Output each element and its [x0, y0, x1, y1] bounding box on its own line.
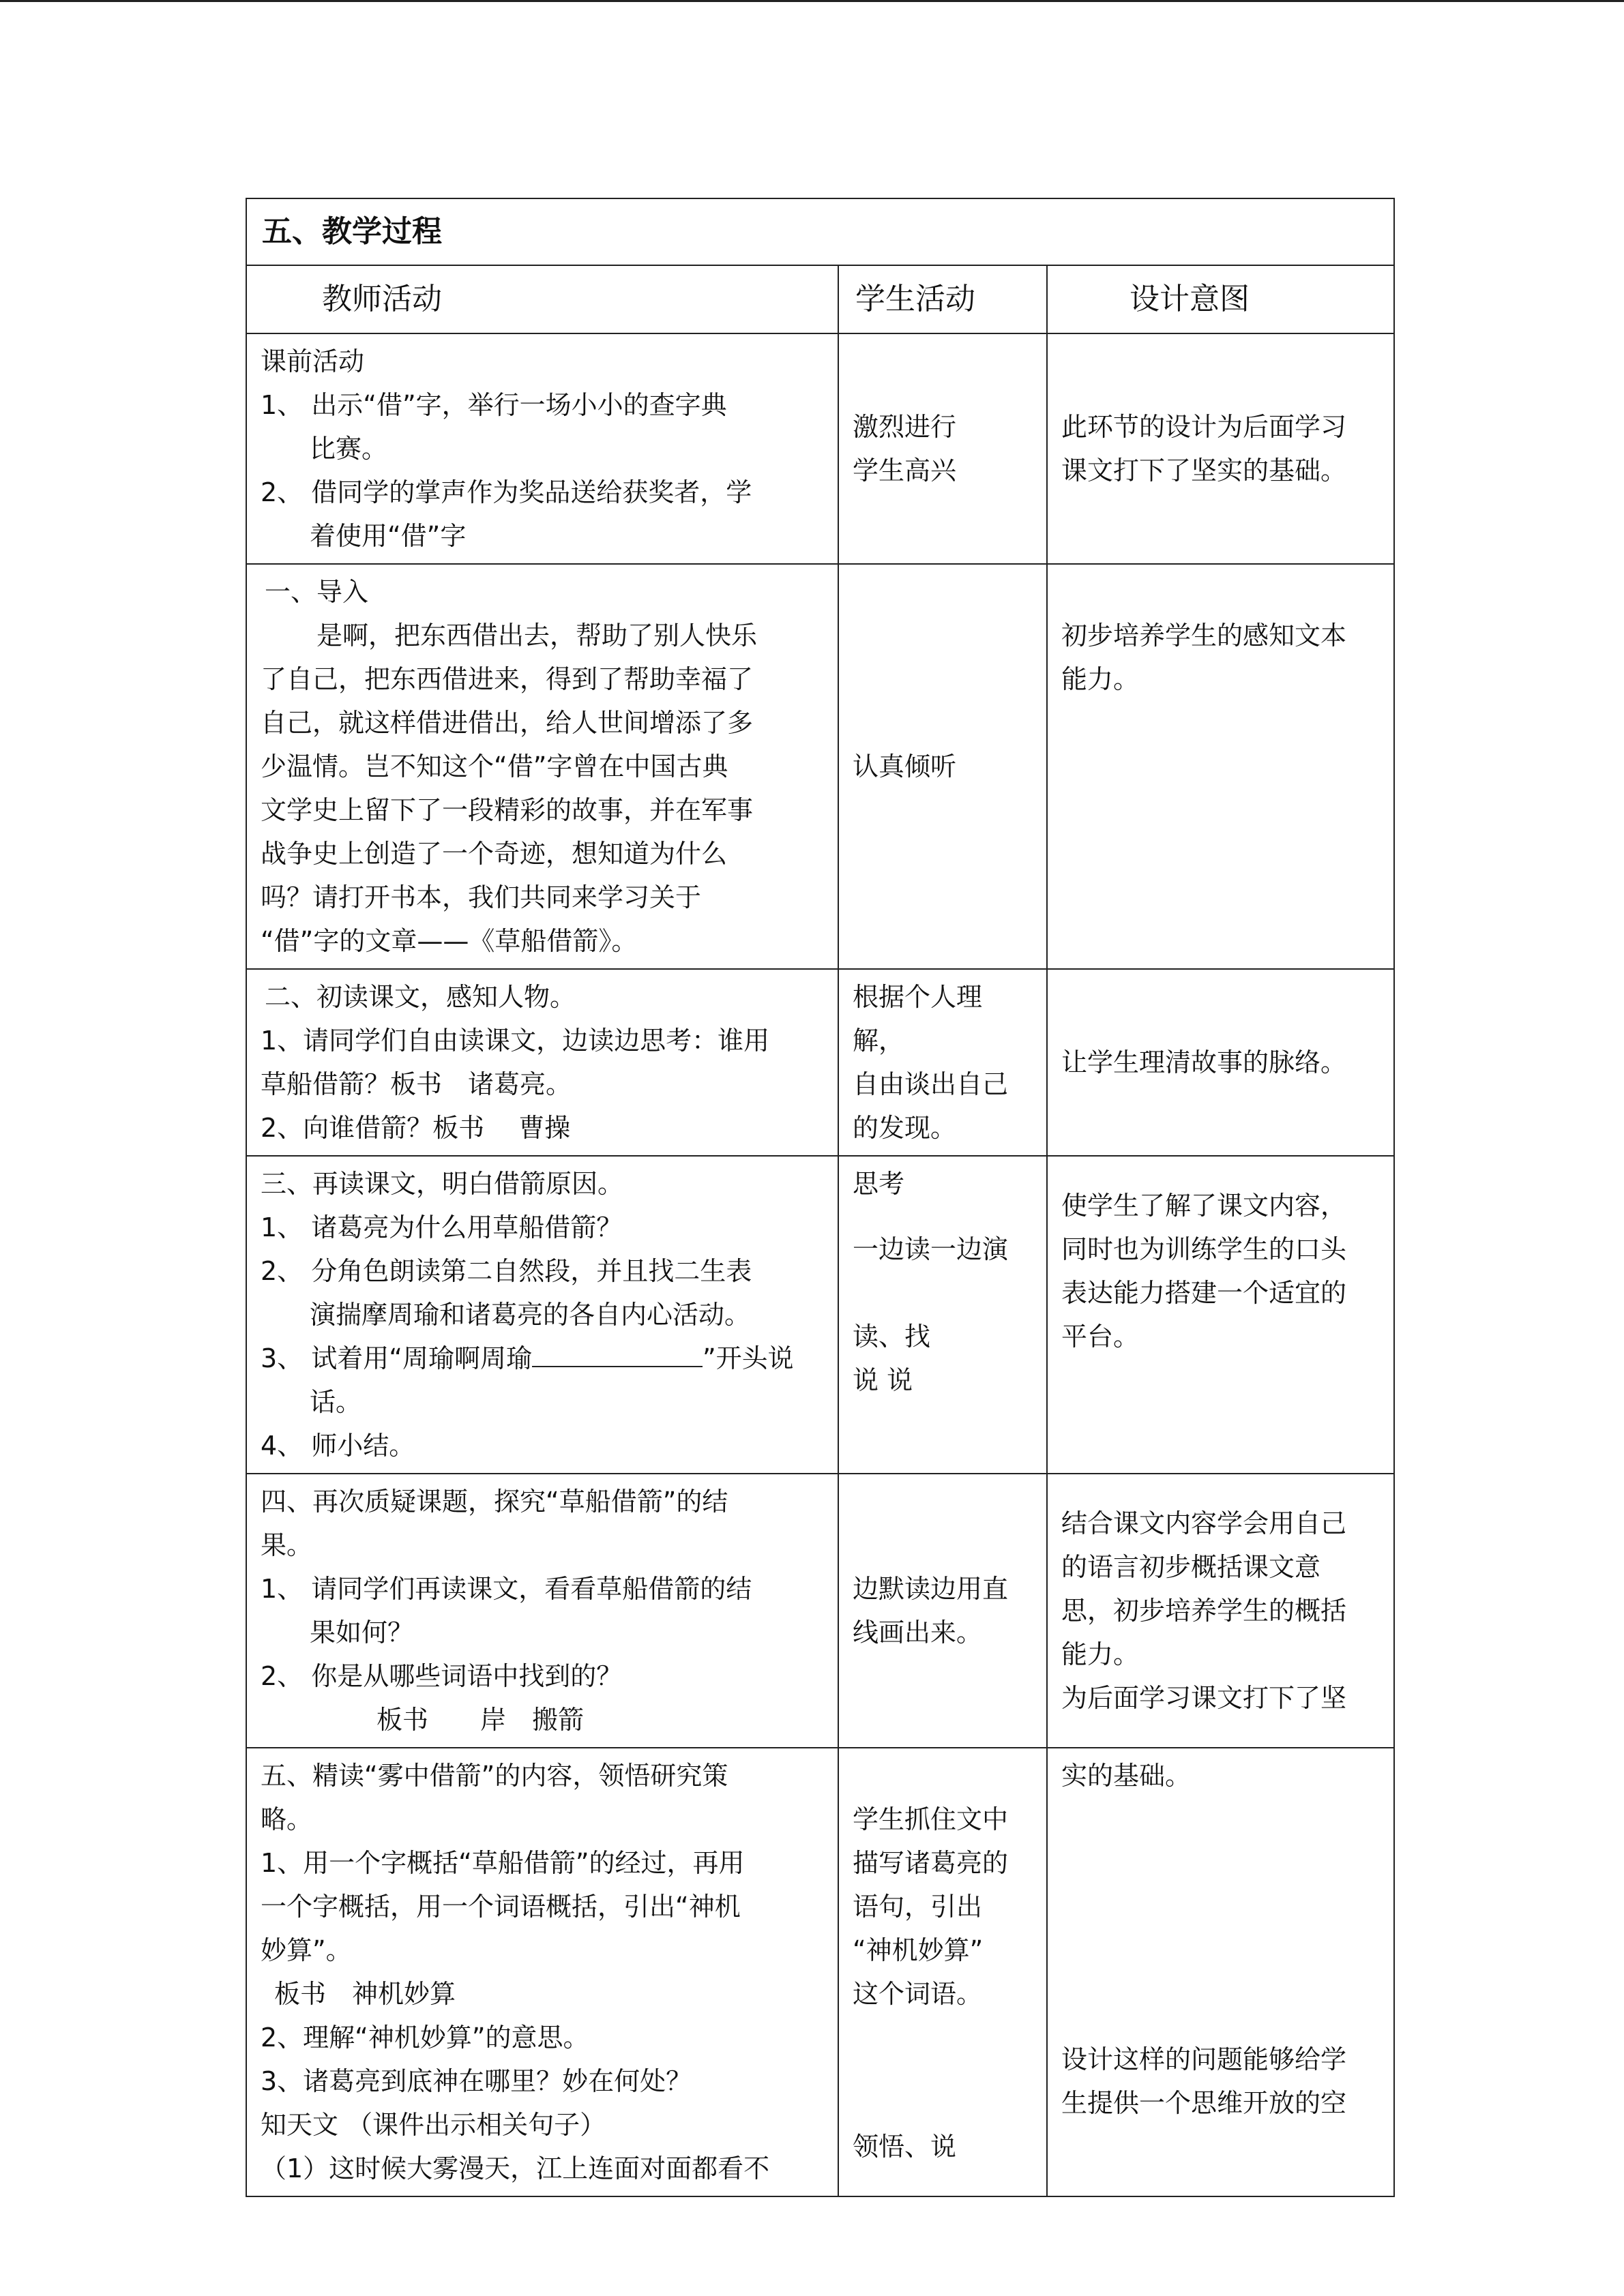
- text-line: 果如何？: [310, 1617, 414, 1648]
- design-intent-cell: [1047, 333, 1394, 564]
- text-line: 草船借箭？板书 诸葛亮。: [261, 1069, 572, 1099]
- teacher-activity-cell: [246, 333, 838, 564]
- text-line: 学生抓住文中: [853, 1804, 1009, 1834]
- text-line: 实的基础。: [1061, 1761, 1192, 1791]
- text-line: 2、向谁借箭？板书 曹操: [261, 1113, 571, 1143]
- text-line: 战争史上创造了一个奇迹，想知道为什么: [261, 839, 728, 869]
- text-line: 解，: [853, 1026, 905, 1056]
- text-line: 2、 分角色朗读第二自然段，并且找二生表: [261, 1256, 752, 1286]
- text-line: 2、 你是从哪些词语中找到的？: [261, 1661, 623, 1691]
- text-line: 思，初步培养学生的概括: [1061, 1596, 1347, 1626]
- text-line: 课文打下了坚实的基础。: [1061, 456, 1347, 486]
- teacher-activity-cell: [246, 1156, 838, 1474]
- teacher-activity-cell: [246, 1748, 838, 2196]
- text-line: 说 说: [853, 1365, 913, 1395]
- text-line: 平台。: [1061, 1322, 1140, 1352]
- text-line: 学生高兴: [853, 456, 957, 486]
- text-line: 着使用“借”字: [310, 521, 467, 551]
- text-line: 为后面学习课文打下了坚: [1061, 1683, 1347, 1713]
- text-line: 少温情。岂不知这个“借”字曾在中国古典: [261, 751, 728, 781]
- text-line: 一边读一边演: [853, 1234, 1009, 1264]
- text-line: 了自己，把东西借进来，得到了帮助幸福了: [261, 664, 754, 694]
- table-row: [246, 1474, 1394, 1748]
- table-row: [246, 333, 1394, 564]
- text-line: 四、再次质疑课题，探究“草船借箭”的结: [261, 1487, 728, 1517]
- text-line: 三、再读课文，明白借箭原因。: [261, 1169, 624, 1199]
- design-intent-cell: [1047, 969, 1394, 1156]
- text-line: 结合课文内容学会用自己: [1061, 1508, 1347, 1538]
- text-line: 2、 借同学的掌声作为奖品送给获奖者，学: [261, 477, 752, 507]
- text-line: 领悟、说: [853, 2132, 957, 2162]
- text-line: 能力。: [1061, 664, 1140, 694]
- student-activity-cell: [838, 1748, 1047, 2196]
- design-intent-cell: [1047, 564, 1394, 969]
- text-line: 1、 出示“借”字，举行一场小小的查字典: [261, 390, 727, 420]
- text-line: 板书 岸 搬箭: [377, 1705, 585, 1735]
- text-line: 激烈进行: [853, 412, 957, 442]
- text-line: 1、用一个字概括“草船借箭”的经过，再用: [261, 1848, 745, 1878]
- text-line: 同时也为训练学生的口头: [1061, 1234, 1347, 1264]
- student-activity-cell: [838, 1156, 1047, 1474]
- text-line: 自己，就这样借进借出，给人世间增添了多: [261, 708, 754, 738]
- text-line: 略。: [261, 1804, 313, 1834]
- text-line: 自由谈出自己: [853, 1069, 1009, 1099]
- section-title-row: [246, 198, 1394, 265]
- text-line: 一、导入: [265, 577, 369, 607]
- text-line: 1、请同学们自由读课文，边读边思考：谁用: [261, 1026, 770, 1056]
- text-line: [261, 1337, 824, 1380]
- text-line: 是啊，把东西借出去，帮助了别人快乐: [316, 621, 758, 651]
- text-line: 吗？请打开书本，我们共同来学习关于: [261, 882, 702, 912]
- text-line: 思考: [853, 1169, 905, 1199]
- student-activity-cell: [838, 333, 1047, 564]
- text-line: 课前活动: [261, 346, 365, 376]
- teacher-activity-cell: [246, 969, 838, 1156]
- page-top-border: [0, 0, 1624, 2]
- text-line: 使学生了解了课文内容，: [1061, 1191, 1347, 1221]
- text-line: “借”字的文章——《草船借箭》。: [261, 926, 638, 956]
- text-line: 1、 请同学们再读课文，看看草船借箭的结: [261, 1574, 752, 1604]
- section-title: 五、教学过程: [246, 198, 1394, 265]
- text-line: 比赛。: [310, 434, 388, 464]
- table-row: [246, 1156, 1394, 1474]
- teacher-activity-cell: [246, 1474, 838, 1748]
- table-row: [246, 969, 1394, 1156]
- text-line: 的语言初步概括课文意: [1061, 1552, 1321, 1582]
- text-line: 文学史上留下了一段精彩的故事，并在军事: [261, 795, 754, 825]
- text-line: 1、 诸葛亮为什么用草船借箭？: [261, 1212, 623, 1242]
- text-line: 妙算”。: [261, 1935, 352, 1965]
- header-student-activity: 学生活动: [838, 265, 1047, 333]
- table-row: [246, 1748, 1394, 2196]
- text-line: （1）这时候大雾漫天，江上连面对面都看不: [261, 2153, 770, 2183]
- header-design-intent: 设计意图: [1047, 265, 1394, 333]
- header-teacher-activity: 教师活动: [246, 265, 838, 333]
- header-row: [246, 265, 1394, 333]
- sentence-prompt-end: ”开头说: [702, 1343, 794, 1373]
- student-activity-cell: [838, 1474, 1047, 1748]
- text-line: 话。: [310, 1387, 362, 1417]
- text-line: 3、诸葛亮到底神在哪里？妙在何处？: [261, 2066, 692, 2096]
- student-activity-cell: [838, 969, 1047, 1156]
- text-line: 4、 师小结。: [261, 1431, 415, 1461]
- text-line: 知天文 （课件出示相关句子）: [261, 2110, 606, 2140]
- text-line: 这个词语。: [853, 1979, 983, 2009]
- teaching-process-table: [246, 198, 1395, 2197]
- design-intent-cell: [1047, 1748, 1394, 2196]
- text-line: 五、精读“雾中借箭”的内容，领悟研究策: [261, 1761, 728, 1791]
- sentence-prompt: 3、 试着用“周瑜啊周瑜: [261, 1343, 532, 1373]
- text-line: 的发现。: [853, 1113, 957, 1143]
- text-line: 边默读边用直: [853, 1574, 1009, 1604]
- text-line: 描写诸葛亮的: [853, 1848, 1009, 1878]
- text-line: 根据个人理: [853, 982, 983, 1012]
- text-line: 读、找: [853, 1322, 931, 1352]
- text-line: 语句，引出: [853, 1892, 983, 1922]
- fill-in-blank: [532, 1339, 703, 1367]
- design-intent-cell: [1047, 1156, 1394, 1474]
- text-line: “神机妙算”: [853, 1935, 984, 1965]
- teacher-activity-cell: [246, 564, 838, 969]
- text-line: 板书 神机妙算: [274, 1979, 456, 2009]
- text-line: 果。: [261, 1530, 313, 1560]
- text-line: 生提供一个思维开放的空: [1061, 2088, 1347, 2118]
- table-row: [246, 564, 1394, 969]
- text-line: 表达能力搭建一个适宜的: [1061, 1278, 1347, 1308]
- text-line: 认真倾听: [853, 751, 957, 781]
- text-line: 演揣摩周瑜和诸葛亮的各自内心活动。: [310, 1300, 751, 1330]
- text-line: 线画出来。: [853, 1617, 983, 1648]
- text-line: 能力。: [1061, 1639, 1140, 1669]
- text-line: 设计这样的问题能够给学: [1061, 2044, 1347, 2074]
- text-line: 一个字概括，用一个词语概括，引出“神机: [261, 1892, 741, 1922]
- text-line: 此环节的设计为后面学习: [1061, 412, 1347, 442]
- text-line: 让学生理清故事的脉络。: [1061, 1047, 1347, 1077]
- student-activity-cell: [838, 564, 1047, 969]
- text-line: 2、理解“神机妙算”的意思。: [261, 2023, 589, 2053]
- design-intent-cell: [1047, 1474, 1394, 1748]
- text-line: 二、初读课文，感知人物。: [265, 982, 576, 1012]
- text-line: 初步培养学生的感知文本: [1061, 621, 1347, 651]
